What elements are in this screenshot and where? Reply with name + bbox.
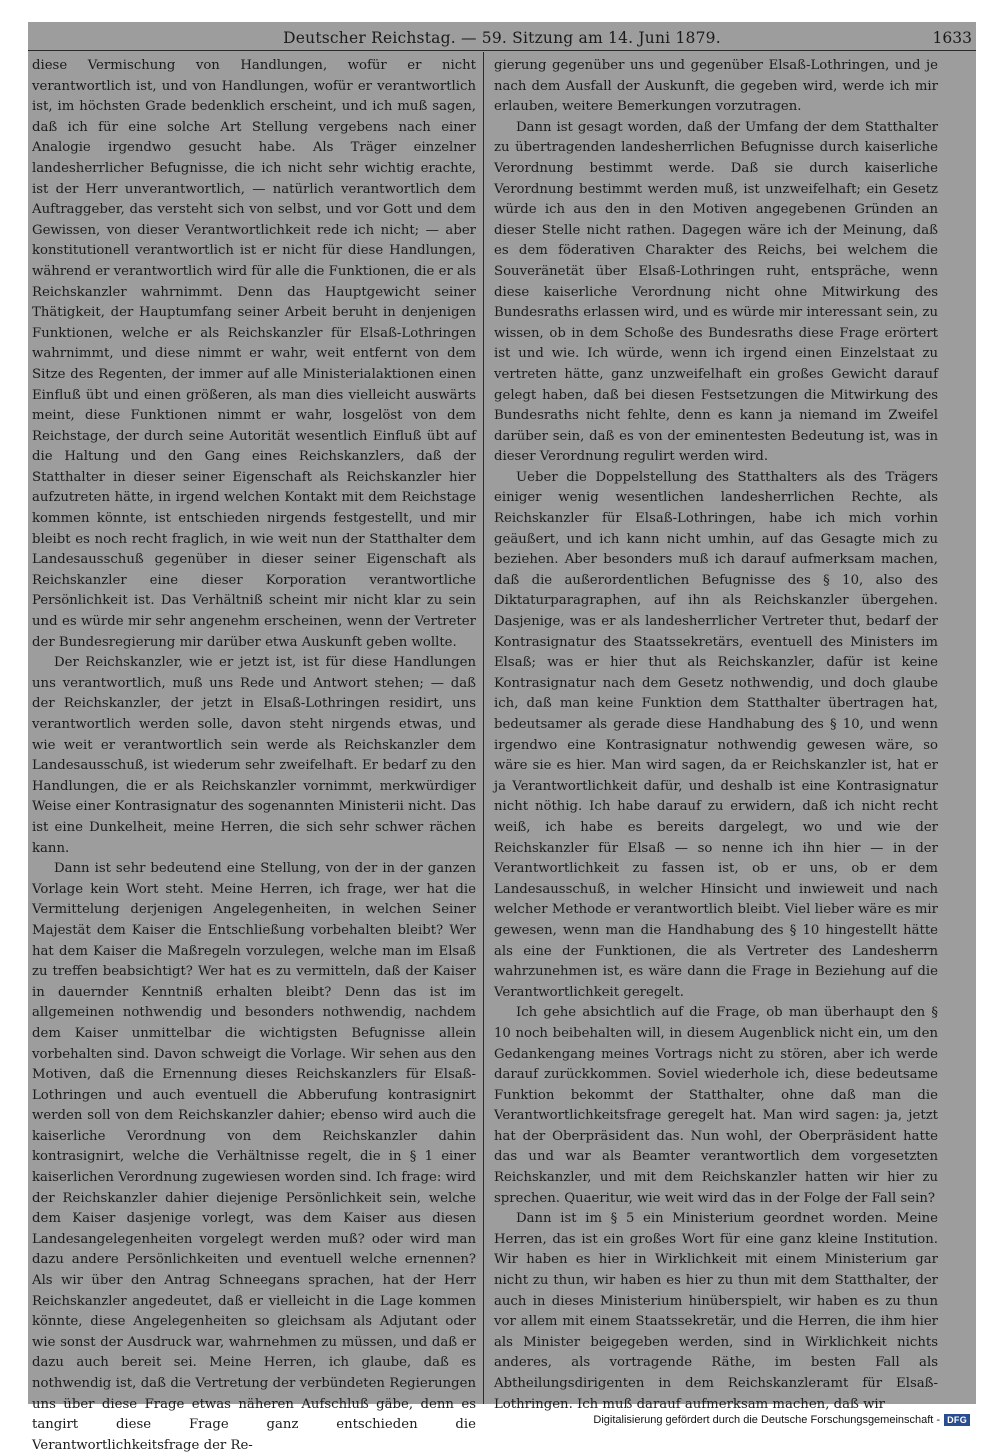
paragraph: Dann ist sehr bedeutend eine Stellung, von der in der ganzen Vorlage kein Wort steht. Meine Herren, ich frage, wer hat die Vermittelung derjenigen Angelegenheiten, in welchen Seiner Majestät dem Kaiser die Entschließung vorbehalten bleibt? Wer hat dem Kaiser die Maßregeln vorzulegen, welche man im Elsaß zu treffen beabsichtigt? Wer hat es zu vermitteln, daß der Kaiser in dauernder Kenntniß erhalten bleibt? Denn das ist im allgemeinen nothwendig und besonders nothwendig, nachdem dem Kaiser unmittelbar die wichtigsten Befugnisse allein vorbehalten sind. Davon schweigt die Vorlage. Wir sehen aus den Motiven, daß die Ernennung dieses Reichskanzlers für Elsaß-Lothringen und auch eventuell die Abberufung kontrasignirt werden soll von dem Reichskanzler dahier; ebenso wird auch die kaiserliche Verordnung von dem Reichskanzler dahin kontrasignirt, welche die Verhältnisse regelt, die in § 1 einer kaiserlichen Verordnung zugewiesen worden sind. Ich frage: wird der Reichskanzler dahier diejenige Persönlichkeit sein, welche dem Kaiser dasjenige vorlegt, was dem Kaiser aus diesen Landesangelegenheiten vorgelegt werden muß? oder wird man dazu andere Persönlichkeiten und eventuell welche ernennen? Als wir über den Antrag Schneegans sprachen, hat der Herr Reichskanzler angedeutet, daß er vielleicht in die Lage kommen könnte, diese Angelegenheiten so gleichsam als Adjutant oder wie sonst der Ausdruck war, wahrnehmen zu müssen, und daß er dazu auch bereit sei. Meine Herren, ich glaube, daß es nothwendig ist, daß die Vertretung der verbündeten Regierungen uns über diese Frage etwas näheren Aufschluß gäbe, denn es tangirt diese Frage ganz entschieden die Verantwortlichkeitsfrage der Re- [32,861,476,1453]
paragraph: diese Vermischung von Handlungen, wofür er nicht verantwortlich ist, und von Handlungen, wofür er verantwortlich ist, im höchsten Grade bedenklich erscheint, und ich muß sagen, daß ich für eine solche Art Stellung vergebens nach einer Analogie irgendwo gesucht habe. Als Träger einzelner landesherrlicher Befugnisse, die ich nicht sehr wichtig erachte, ist der Herr unverantwortlich, — natürlich verantwortlich dem Auftraggeber, das versteht sich von selbst, und vor Gott und dem Gewissen, von dieser Verantwortlichkeit rede ich nicht; — aber konstitutionell verantwortlich ist er nicht für diese Handlungen, während er verantwortlich wird für alle die Funktionen, die er als Reichskanzler wahrnimmt. Denn das Hauptgewicht seiner Thätigkeit, der Hauptumfang seiner Arbeit beruht in denjenigen Funktionen, welche er als Reichskanzler für Elsaß-Lothringen wahrnimmt, und diese nimmt er wahr, weit entfernt von dem Sitze des Regenten, der immer auf alle Ministerialaktionen einen Einfluß übt und einen größeren, als man dies vielleicht auswärts meint, diese Funktionen nimmt er wahr, losgelöst von dem Reichstage, der durch seine Autorität wesentlich Einfluß übt auf die Haltung und den Gang eines Reichskanzlers, daß der Statthalter in dieser seiner Eigenschaft als Reichskanzler hier aufzutreten hätte, in irgend welchen Kontakt mit dem Reichstage kommen könnte, ist entschieden nirgends festgestellt, und mir bleibt es noch recht fraglich, in wie weit nun der Statthalter dem Landesausschuß gegenüber in dieser seiner Eigenschaft als Reichskanzler eine dieser Korporation verantwortliche Persönlichkeit ist. Das Verhältniß scheint mir nicht klar zu sein und es würde mir sehr angenehm erscheinen, wenn der Vertreter der Bundesregierung mir darüber etwa Auskunft geben wollte. [32,58,476,650]
paragraph: Ueber die Doppelstellung des Statthalters als des Trägers einiger wenig wesentlichen landesherrlichen Rechte, als Reichskanzler für Elsaß-Lothringen, habe ich mich vorhin geäußert, und ich kann nicht umhin, auf das Gesagte mich zu beziehen. Aber besonders muß ich darauf aufmerksam machen, daß die außerordentlichen Befugnisse des § 10, also des Diktaturparagraphen, auf ihn als Reichskanzler übergehen. Dasjenige, was er als landesherrlicher Vertreter thut, bedarf der Kontrasignatur des Staatssekretärs, eventuell des Ministers im Elsaß; was er hier thut als Reichskanzler, dafür ist keine Kontrasignatur nach dem Gesetz nothwendig, und doch glaube ich, daß man keine Funktion dem Statthalter übertragen hat, bedeutsamer als gerade diese Handhabung des § 10, und wenn irgendwo eine Kontrasignatur nothwendig gewesen wäre, so wäre sie es hier. Man wird sagen, da er Reichskanzler ist, hat er ja Verantwortlichkeit dafür, und deshalb ist eine Kontrasignatur nicht nöthig. Ich habe darauf zu erwidern, daß ich nicht recht weiß, ich habe es bereits dargelegt, wo und wie der Reichskanzler für Elsaß — so nenne ich ihn hier — in der Verantwortlichkeit zu fassen ist, ob er uns, ob er dem Landesausschuß, in welcher Hinsicht und inwieweit und nach welcher Methode er verantwortlich bleibt. Viel lieber wäre es mir gewesen, wenn man die Handhabung des § 10 hingestellt hätte als eine der Funktionen, die als Vertreter des Landesherrn wahrzunehmen ist, es wäre dann die Frage in Beziehung auf die Verantwortlichkeit geregelt. [494,469,938,1000]
left-column [32,56,476,1453]
dfg-logo: DFG [944,1414,970,1426]
paragraph: Dann ist im § 5 ein Ministerium geordnet worden. Meine Herren, das ist ein großes Wort für eine ganz kleine Institution. Wir haben es hier in Wirklichkeit mit einem Ministerium gar nicht zu thun, wir haben es hier zu thun mit dem Statthalter, der auch in dieses Ministerium hinüberspielt, wir haben es zu thun vor allem mit einem Staatssekretär, und die Herren, die ihm hier als Minister beigegeben werden, sind in Wirklichkeit nichts anderes, als vortragende Räthe, im besten Fall als Abtheilungsdirigenten in dem Reichskanzleramt für Elsaß-Lothringen. Ich muß darauf aufmerksam machen, daß wir [494,1211,938,1412]
footer-credit [593,1414,970,1426]
paragraph: gierung gegenüber uns und gegenüber Elsaß-Lothringen, und je nach dem Ausfall der Auskunft, die gegeben wird, werde ich mir erlauben, weitere Bemerkungen vorzutragen. [494,58,938,115]
right-column [494,56,938,1412]
paragraph: Der Reichskanzler, wie er jetzt ist, ist für diese Handlungen uns verantwortlich, muß uns Rede und Antwort stehen; — daß der Reichskanzler, der jetzt in Elsaß-Lothringen residirt, uns verantwortlich werden solle, davon steht nirgends etwas, und wie weit er verantwortlich sein werde als Reichskanzler dem Landesausschuß, ist wiederum sehr zweifelhaft. Er bedarf zu den Handlungen, die er als Reichskanzler vornimmt, merkwürdiger Weise einer Kontrasignatur des sogenannten Ministerii nicht. Das ist eine Dunkelheit, meine Herren, die sich sehr schwer rächen kann. [32,655,476,856]
page-header [28,22,976,50]
page-number: 1633 [932,29,972,47]
paragraph: Ich gehe absichtlich auf die Frage, ob man überhaupt den § 10 noch beibehalten will, in diesem Augenblick nicht ein, um den Gedankengang meines Vortrags nicht zu stören, aber ich werde darauf zurückkommen. Soviel wiederhole ich, diese bedeutsame Funktion bekommt der Statthalter, ohne daß man die Verantwortlichkeitsfrage geregelt hat. Man wird sagen: ja, jetzt hat der Oberpräsident das. Nun wohl, der Oberpräsident hatte das und war als Beamter verantwortlich dem vorgesetzten Reichskanzler, und mit dem Reichskanzler hatten wir hier zu sprechen. Quaeritur, wie weit wird das in der Folge der Fall sein? [494,1005,938,1206]
header-rule [28,50,976,51]
paragraph: Dann ist gesagt worden, daß der Umfang der dem Statthalter zu übertragenden landesherrlichen Befugnisse durch kaiserliche Verordnung bestimmt werde. Daß sie durch kaiserliche Verordnung bestimmt werden muß, ist unzweifelhaft; ein Gesetz würde ich aus den in den Motiven angegebenen Gründen an dieser Stelle nicht rathen. Dagegen wäre ich der Meinung, daß es dem föderativen Charakter des Reichs, bei welchem die Souveränetät über Elsaß-Lothringen ruht, entspräche, wenn diese kaiserliche Verordnung nicht ohne Mitwirkung des Bundesraths erlassen wird, und es würde mir interessant sein, zu wissen, ob in dem Schoße des Bundesraths diese Frage erörtert ist und wie. Ich würde, wenn ich irgend einen Einzelstaat zu vertreten hätte, ganz unzweifelhaft ein großes Gewicht darauf gelegt haben, daß bei diesen Festsetzungen die Mitwirkung des Bundesraths nicht fehlte, denn es kann ja niemand im Zweifel darüber sein, daß es von der eminentesten Bedeutung ist, was in dieser Verordnung regulirt werden wird. [494,119,938,465]
column-divider [483,52,484,1404]
running-title: Deutscher Reichstag. — 59. Sitzung am 14. Juni 1879. [283,29,721,47]
footer-text: Digitalisierung gefördert durch die Deutsche Forschungsgemeinschaft - [593,1414,941,1426]
